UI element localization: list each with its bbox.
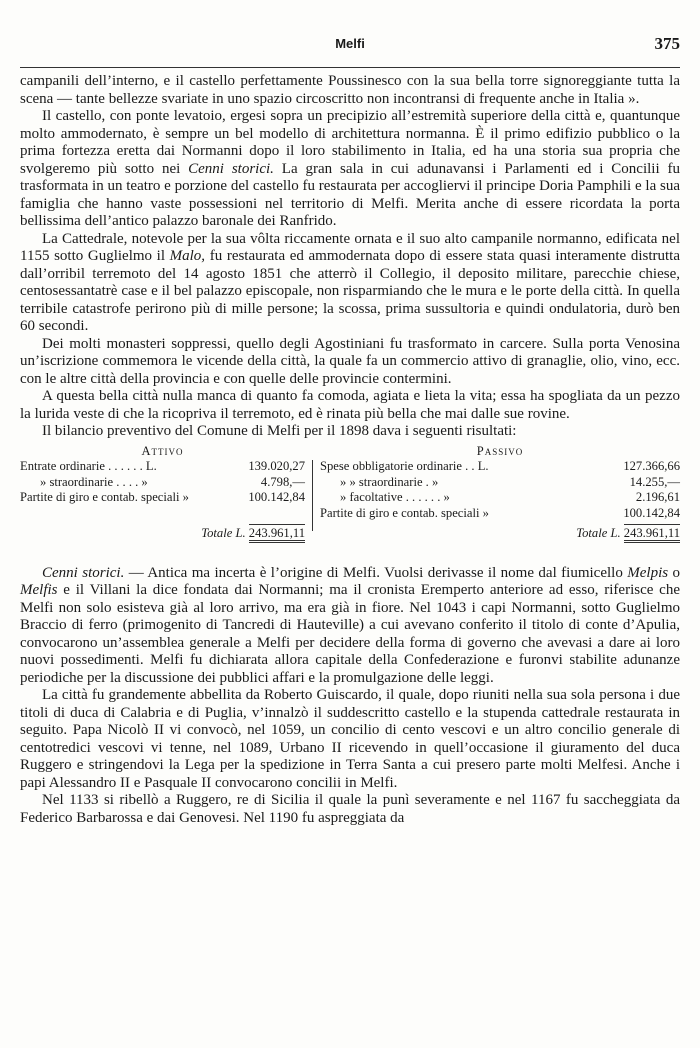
table-row: » » straordinarie . » 14.255,— — [340, 474, 680, 489]
page-header — [20, 34, 680, 54]
passivo-total: Totale L. 243.961,11 — [470, 526, 680, 542]
paragraph: Nel 1133 si ribellò a Ruggero, re di Sicilia il quale la punì severamente e nel 1167 fu saccheggiata da Federico Barbarossa e dai Genovesi. Nel 1190 fu aspreggiata da — [20, 792, 680, 826]
running-title: Melfi — [335, 36, 365, 51]
passivo-column — [320, 444, 680, 522]
paragraph: La Cattedrale, notevole per la sua vôlta riccamente ornata e il suo alto campanile normanno, edificata nel 1155 sotto Guglielmo il Malo, fu restaurata ed ammodernata dopo di essere stata quasi interamente distrutta dall’orribil terremoto del 14 agosto 1851 che atterrò il Collegio, il deposito militare, parecchie chiese, centosessantatrè case e il bel palazzo episcopale, non risparmiando che le mura e le porte della città. In quella terribile catastrofe perirono più di mille persone; la scossa, prima sussultoria e quindi ondulatoria, durò ben 60 secondi. — [20, 230, 680, 334]
header-rule — [20, 67, 680, 68]
table-row: » straordinarie . . . . » 4.798,— — [40, 474, 305, 489]
paragraph: Il castello, con ponte levatoio, ergesi sopra un precipizio all’estremità superiore della città e, quantunque molto ammodernato, è sempre un bel modello di architettura normanna. È il primo edifizio pubblico o la prima fortezza eretta dai Normanni dopo il loro stabilimento in Italia, ed ha una storia sua propria che svolgeremo più sotto nei Cenni storici. La gran sala in cui adunavansi i Parlamenti ed i Concilii fu trasformata in un teatro e porzione del castello fu restaurata per accogliervi il principe Doria Pamphili e la sua famiglia che hanno vaste possessioni nel territorio di Melfi. Merita anche di essere ricordata la porta bellissima dell’antico palazzo baronale dei Ranfrido. — [20, 108, 680, 229]
paragraph: campanili dell’interno, e il castello perfettamente Poussinesco con la sua bella torre signoreggiante tutta la scena — tante bellezze svariate in uno spazio circoscritto non incontransi di frequente anche in Italia ». — [20, 73, 680, 107]
body-text — [20, 73, 680, 827]
page-number: 375 — [654, 34, 680, 53]
passivo-heading: Passivo — [476, 443, 524, 458]
attivo-total: Totale L. 243.961,11 — [170, 526, 305, 542]
table-row: Partite di giro e contab. speciali » 100.142,84 — [20, 490, 305, 504]
table-row: Partite di giro e contab. speciali » 100.142,84 — [320, 505, 680, 520]
budget-table — [20, 444, 680, 554]
paragraph: A questa bella città nulla manca di quanto fa comoda, agiata e lieta la vita; essa ha spogliata da un pezzo la lurida veste di che la ricopriva il terremoto, ed è rinata più bella che mai dalle sue rovine. — [20, 388, 680, 422]
paragraph: Il bilancio preventivo del Comune di Melfi per il 1898 dava i seguenti risultati: — [42, 423, 517, 439]
table-row: Entrate ordinarie . . . . . . L. 139.020,27 — [20, 459, 305, 473]
table-row: Spese obbligatorie ordinarie . . L. 127.366,66 — [320, 459, 680, 473]
paragraph: La città fu grandemente abbellita da Roberto Guiscardo, il quale, dopo riuniti nella sua sola persona i due titoli di duca di Calabria e di Puglia, v’innalzò il suddescritto castello e la stupenda cattedrale restaurata in seguito. Papa Nicolò II vi convocò, nel 1059, un concilio di cento vescovi e un altro concilio generale di centotredici vescovi vi tenne, nel 1089, Urbano II ricevendo in quell’occasione il giuramento del duca Ruggero e stringendovi la Lega per la spedizione in Terra Santa a cui presero parte molti Melfesi. Anche i papi Alessandro II e Pasquale II convocarono concilii in Melfi. — [20, 687, 680, 791]
table-row: » facoltative . . . . . . » 2.196,61 — [340, 490, 680, 504]
attivo-column — [20, 444, 305, 506]
paragraph: Cenni storici. — Antica ma incerta è l’origine di Melfi. Vuolsi derivasse il nome dal fiumicello Melpis o Melfis e il Villani la dice fondata dai Normanni; ma il cronista Eremperto anteriore ad esso, riferisce che Melfi non solo esisteva già al loro arrivo, ma era già in fiore. Nel 1043 i capi Normanni, sotto Guglielmo Braccio di ferro (primogenito di Tancredi di Hauteville) a cui avevano conferito il titolo di conte d’Apulia, convocarono un’assemblea generale a Melfi per decidere della forma di governo che avevasi a dare ai loro nuovi possedimenti. Melfi fu dichiarata allora capitale della Confederazione e furonvi stabilite adunanze periodiche per la discussione dei pubblici affari e la promulgazione delle leggi. — [20, 564, 680, 686]
paragraph: Dei molti monasteri soppressi, quello degli Agostiniani fu trasformato in carcere. Sulla porta Venosina un’iscrizione commemora le vicende della città, la quale fa un commercio attivo di granaglie, olio, vino, ecc. con le altre città della provincia e con quelle delle provincie contermini. — [20, 335, 680, 387]
attivo-heading: Attivo — [141, 443, 184, 458]
section-lead: Cenni storici. — [42, 564, 125, 581]
table-divider — [312, 460, 313, 531]
